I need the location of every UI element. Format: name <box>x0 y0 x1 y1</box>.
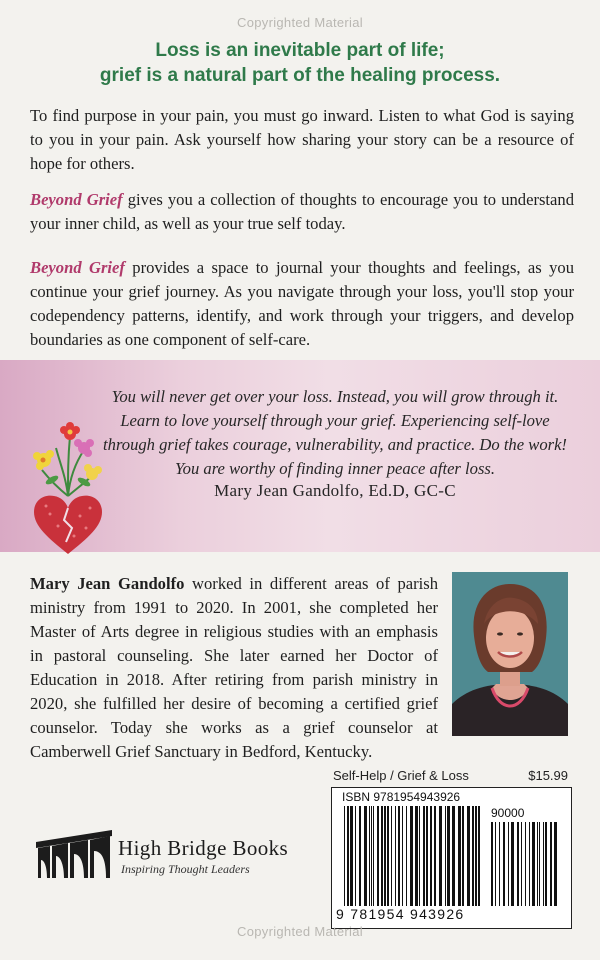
tagline-line-2: grief is a natural part of the healing process. <box>99 65 501 86</box>
high-bridge-logo-icon <box>34 824 114 880</box>
author-name: Mary Jean Gandolfo <box>30 574 185 593</box>
tagline <box>0 38 600 88</box>
author-photo <box>452 572 568 736</box>
intro-paragraph-2 <box>30 188 574 236</box>
copyright-watermark-top: Copyrighted Material <box>237 15 363 30</box>
isbn-label: ISBN 9781954943926 <box>342 790 461 804</box>
addon-barcode <box>491 822 557 906</box>
heart-flowers-illustration <box>28 418 108 558</box>
author-bio-text: worked in different areas of parish ministry from 1991 to 2020. In 2001, she completed her Master of Arts degree in religious studies with an emphasis in pastoral counseling. She later earned her Doctor of Education in 2018. After retiring from parish ministry in 2020, she fulfilled her desire of becoming a certified grief counselor. Today she works as a grief counselor at Camberwell Grief Sanctuary in Bedford, Kentucky. <box>30 574 439 761</box>
endorsement-quote: You will never get over your loss. Instead, you will grow through it. Learn to love yourself through your grief. Experiencing self-love through grief takes courage, vulnerability, and practice. Do the work! You are worthy of finding inner peace after loss. <box>103 387 567 478</box>
quote-author: Mary Jean Gandolfo, Ed.D, GC-C <box>214 481 456 500</box>
intro-paragraph-1: To find purpose in your pain, you must go inward. Listen to what God is saying to you in your pain. Ask yourself how sharing your story can be a resource of hope for others. <box>30 106 574 173</box>
author-bio <box>30 572 438 764</box>
tagline-line-1: Loss is an inevitable part of life; <box>155 40 445 61</box>
intro-paragraph-2-text: gives you a collection of thoughts to encourage you to understand your inner child, as well as your true self today. <box>30 190 574 233</box>
copyright-watermark-bottom: Copyrighted Material <box>237 924 363 939</box>
intro-paragraph-3 <box>30 256 574 352</box>
publisher-tagline: Inspiring Thought Leaders <box>121 862 250 876</box>
isbn-barcode <box>344 806 480 906</box>
book-title-mention: Beyond Grief <box>30 190 123 209</box>
intro-paragraph-3-text: provides a space to journal your thoughts and feelings, as you continue your grief journey. As you navigate through your loss, you'll stop your codependency patterns, identify, and work through your triggers, and develop boundaries as one component of self-care. <box>30 258 574 349</box>
publisher-name: High Bridge Books <box>118 836 289 860</box>
book-category: Self-Help / Grief & Loss <box>333 768 469 783</box>
barcode-addon-number: 90000 <box>491 806 525 820</box>
isbn-digits: 9 781954 943926 <box>336 906 465 922</box>
book-title-mention: Beyond Grief <box>30 258 125 277</box>
book-price: $15.99 <box>528 768 568 783</box>
